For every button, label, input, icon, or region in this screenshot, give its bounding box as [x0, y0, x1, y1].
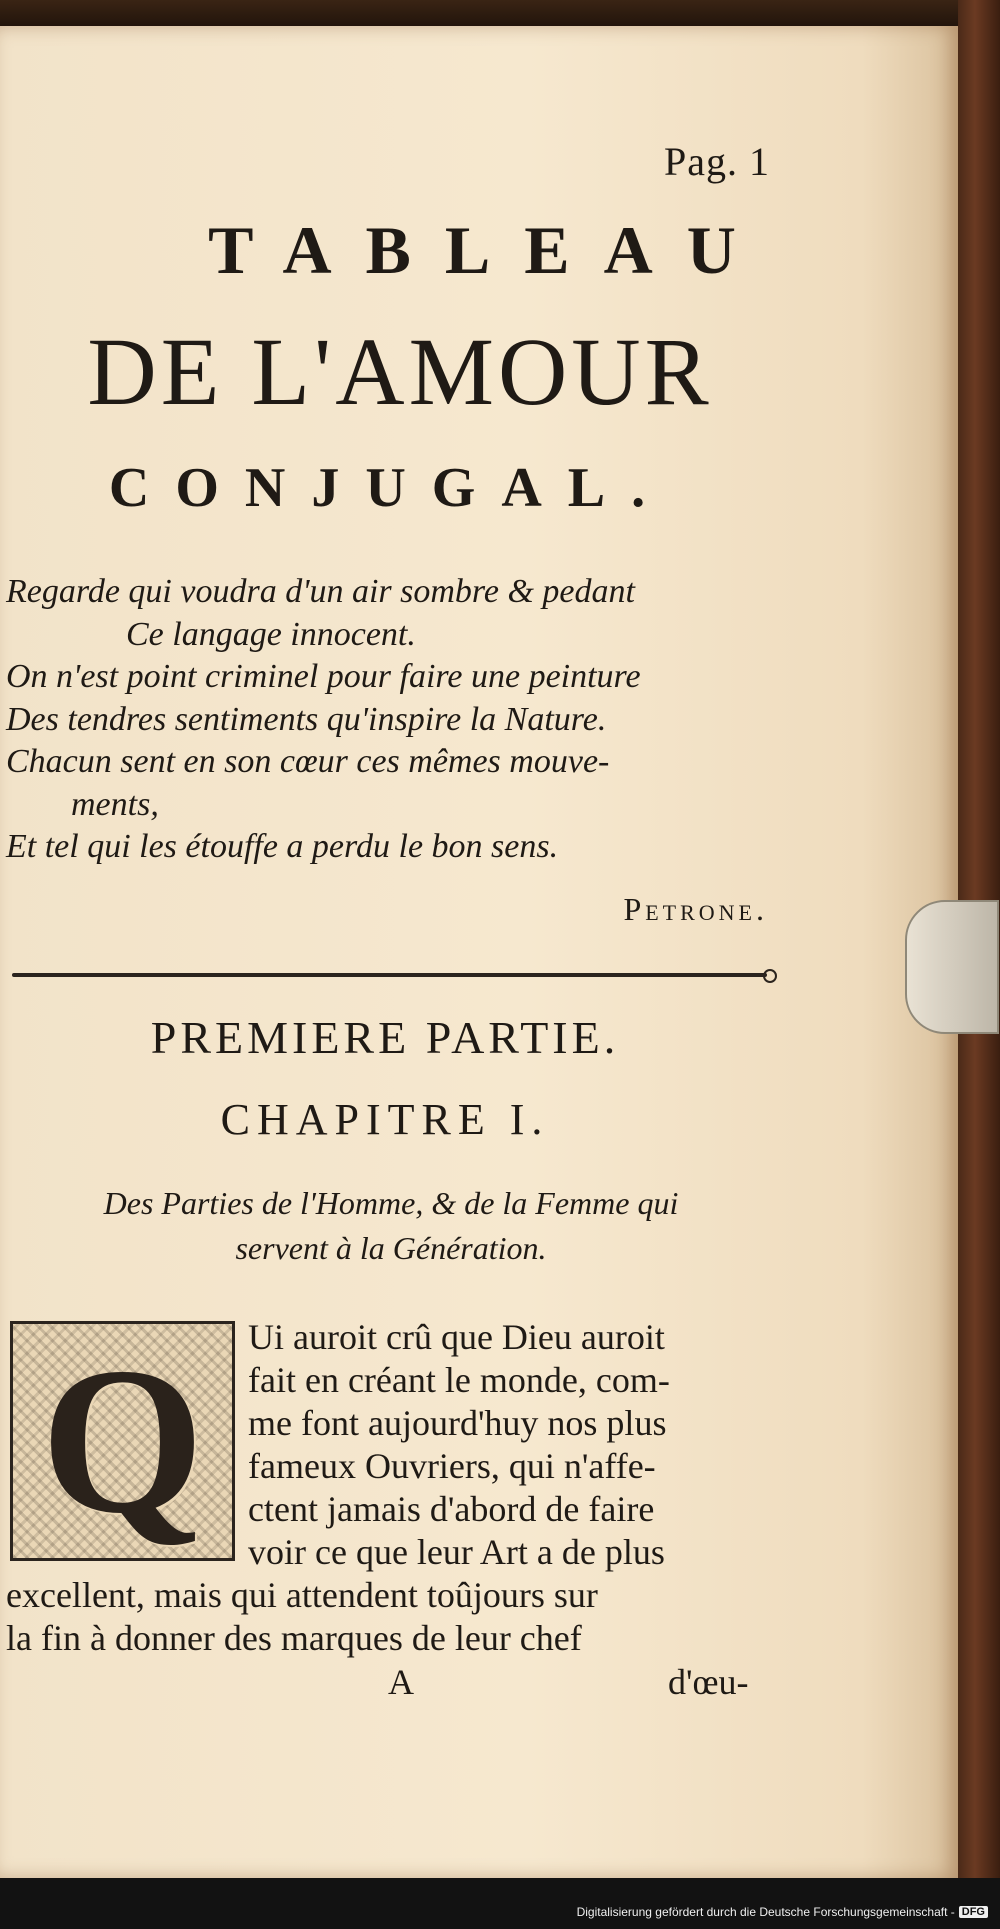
- bookmark-tab: [905, 900, 999, 1034]
- epigraph-line: Des tendres sentiments qu'inspire la Nature.: [6, 700, 607, 738]
- footer-bar: [0, 1878, 1000, 1929]
- body-line: fameux Ouvriers, qui n'affe-: [248, 1446, 656, 1486]
- epigraph: [6, 571, 776, 869]
- title-line-1: TABLEAU: [208, 212, 770, 288]
- title-line-3: CONJUGAL.: [108, 457, 672, 519]
- catchword: d'œu-: [668, 1662, 749, 1702]
- title-line-2: DE L'AMOUR: [87, 318, 713, 425]
- credit-text: Digitalisierung gefördert durch die Deutsche Forschungsgemeinschaft -: [576, 1905, 955, 1919]
- part-heading: PREMIERE PARTIE.: [150, 1012, 620, 1063]
- epigraph-line: Et tel qui les étouffe a perdu le bon sens.: [6, 828, 559, 865]
- body-text-full-width: [6, 1574, 598, 1660]
- page-number: Pag. 1: [664, 139, 770, 184]
- body-line: me font aujourd'huy nos plus: [248, 1403, 667, 1443]
- book-page: [0, 26, 958, 1878]
- signature-mark: A: [388, 1662, 414, 1702]
- epigraph-line: Ce langage innocent.: [126, 615, 416, 653]
- chapter-title-line: Des Parties de l'Homme, & de la Femme qui: [103, 1185, 679, 1221]
- divider-rule: [12, 973, 767, 977]
- chapter-heading: CHAPITRE I.: [220, 1095, 550, 1144]
- epigraph-line: Chacun sent en son cœur ces mêmes mouve-: [6, 743, 610, 780]
- digitization-credit: [577, 1905, 988, 1919]
- body-line: ctent jamais d'abord de faire: [248, 1489, 655, 1529]
- initial-letter: Q: [40, 1325, 205, 1557]
- epigraph-author: Petrone.: [623, 891, 768, 927]
- body-line: fait en créant le monde, com-: [248, 1360, 670, 1400]
- ornamental-initial: [10, 1321, 235, 1561]
- body-line: la fin à donner des marques de leur chef: [6, 1618, 582, 1658]
- epigraph-line: ments,: [71, 785, 159, 823]
- epigraph-line: Regarde qui voudra d'un air sombre & pedant: [6, 573, 635, 610]
- dfg-logo: DFG: [959, 1906, 988, 1918]
- body-text-beside-initial: [248, 1316, 670, 1574]
- body-line: voir ce que leur Art a de plus: [248, 1532, 665, 1572]
- chapter-title-line: servent à la Génération.: [235, 1230, 547, 1266]
- body-line: excellent, mais qui attendent toûjours sur: [6, 1575, 598, 1615]
- epigraph-line: On n'est point criminel pour faire une peinture: [6, 658, 641, 695]
- chapter-title: [6, 1181, 776, 1271]
- body-line: Ui auroit crû que Dieu auroit: [248, 1317, 665, 1357]
